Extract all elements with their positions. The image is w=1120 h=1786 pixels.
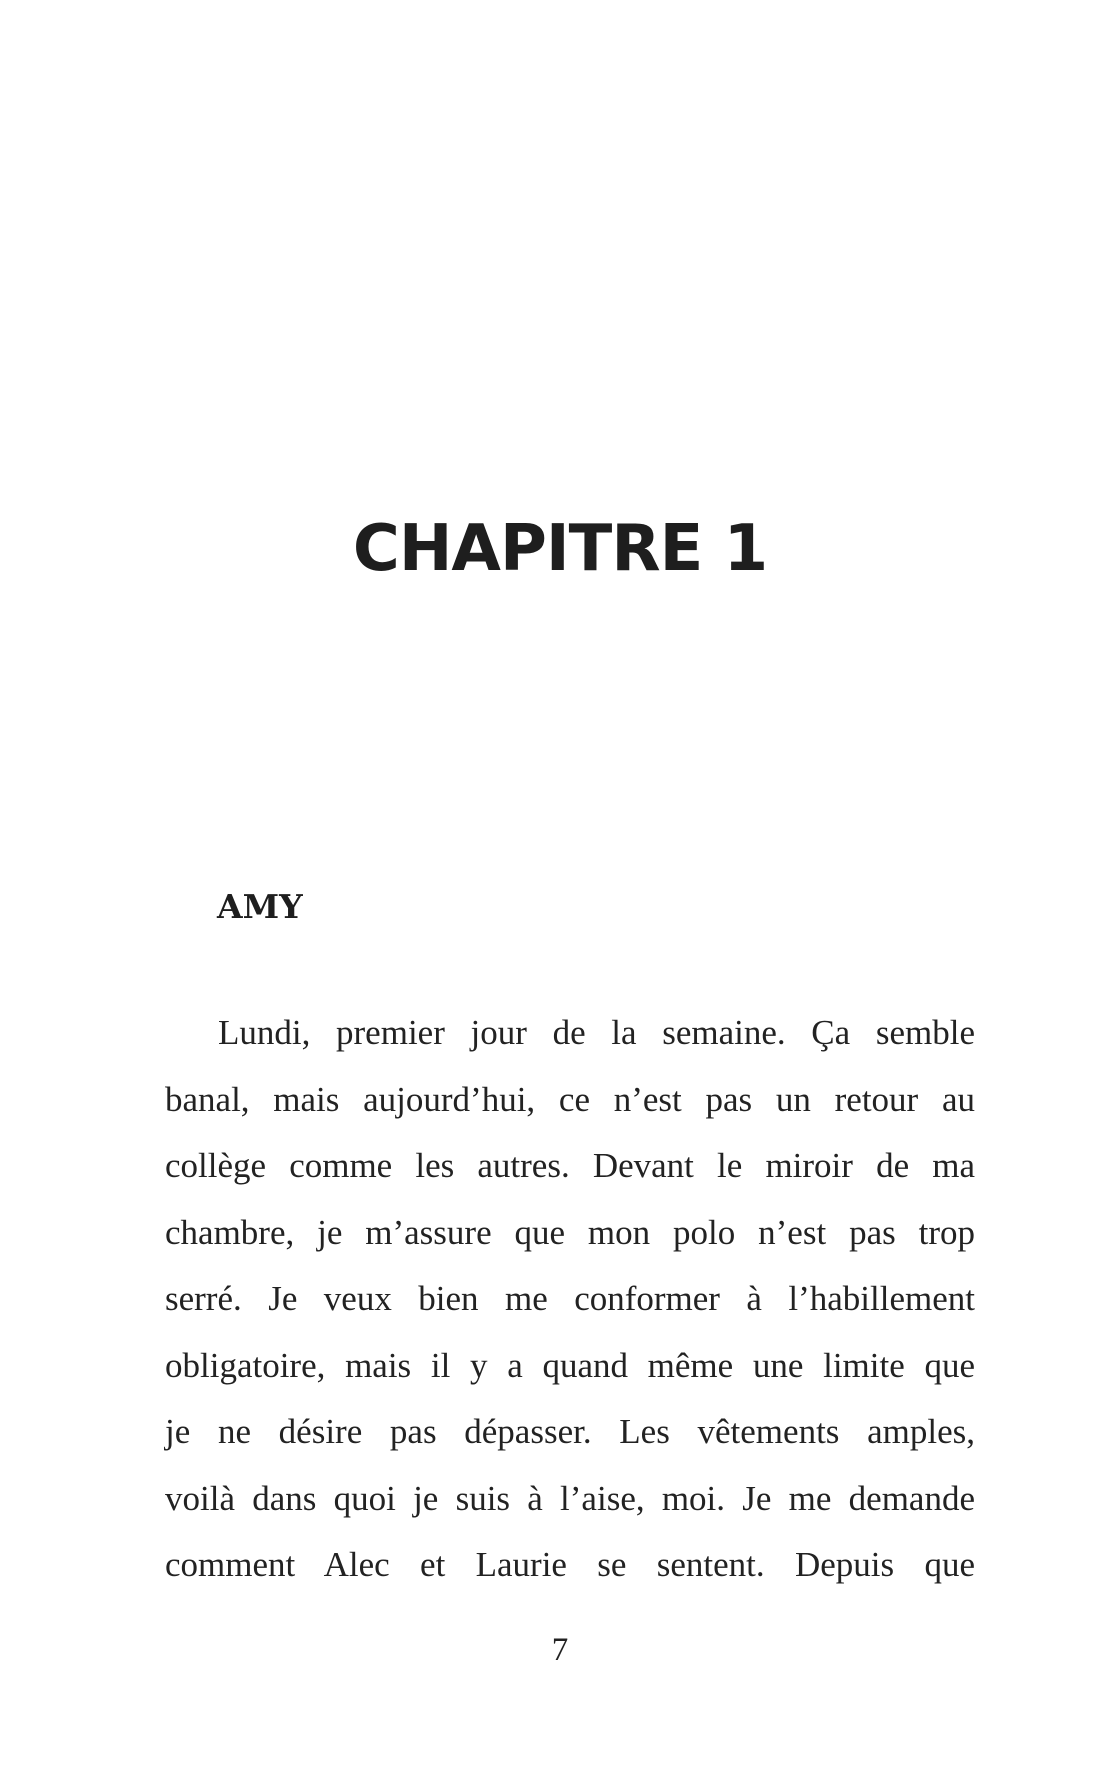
section-heading: AMY xyxy=(217,887,303,926)
body-line: banal, mais aujourd’hui, ce n’est pas un retour au xyxy=(165,1079,975,1119)
body-line: voilà dans quoi je suis à l’aise, moi. Je me demande xyxy=(165,1478,975,1518)
body-paragraph xyxy=(165,1008,975,1607)
body-line: collège comme les autres. Devant le miroir de ma xyxy=(165,1146,975,1185)
body-line: chambre, je m’assure que mon polo n’est pas trop xyxy=(165,1212,975,1252)
body-line: je ne désire pas dépasser. Les vêtements amples, xyxy=(165,1412,975,1451)
body-line: Lundi, premier jour de la semaine. Ça semble xyxy=(218,1013,975,1052)
body-line: comment Alec et Laurie se sentent. Depuis que xyxy=(165,1545,975,1584)
body-line: obligatoire, mais il y a quand même une limite que xyxy=(165,1345,975,1385)
page-number: 7 xyxy=(551,1632,569,1668)
body-line: serré. Je veux bien me conformer à l’habillement xyxy=(165,1279,975,1318)
chapter-title: CHAPITRE 1 xyxy=(352,512,768,586)
